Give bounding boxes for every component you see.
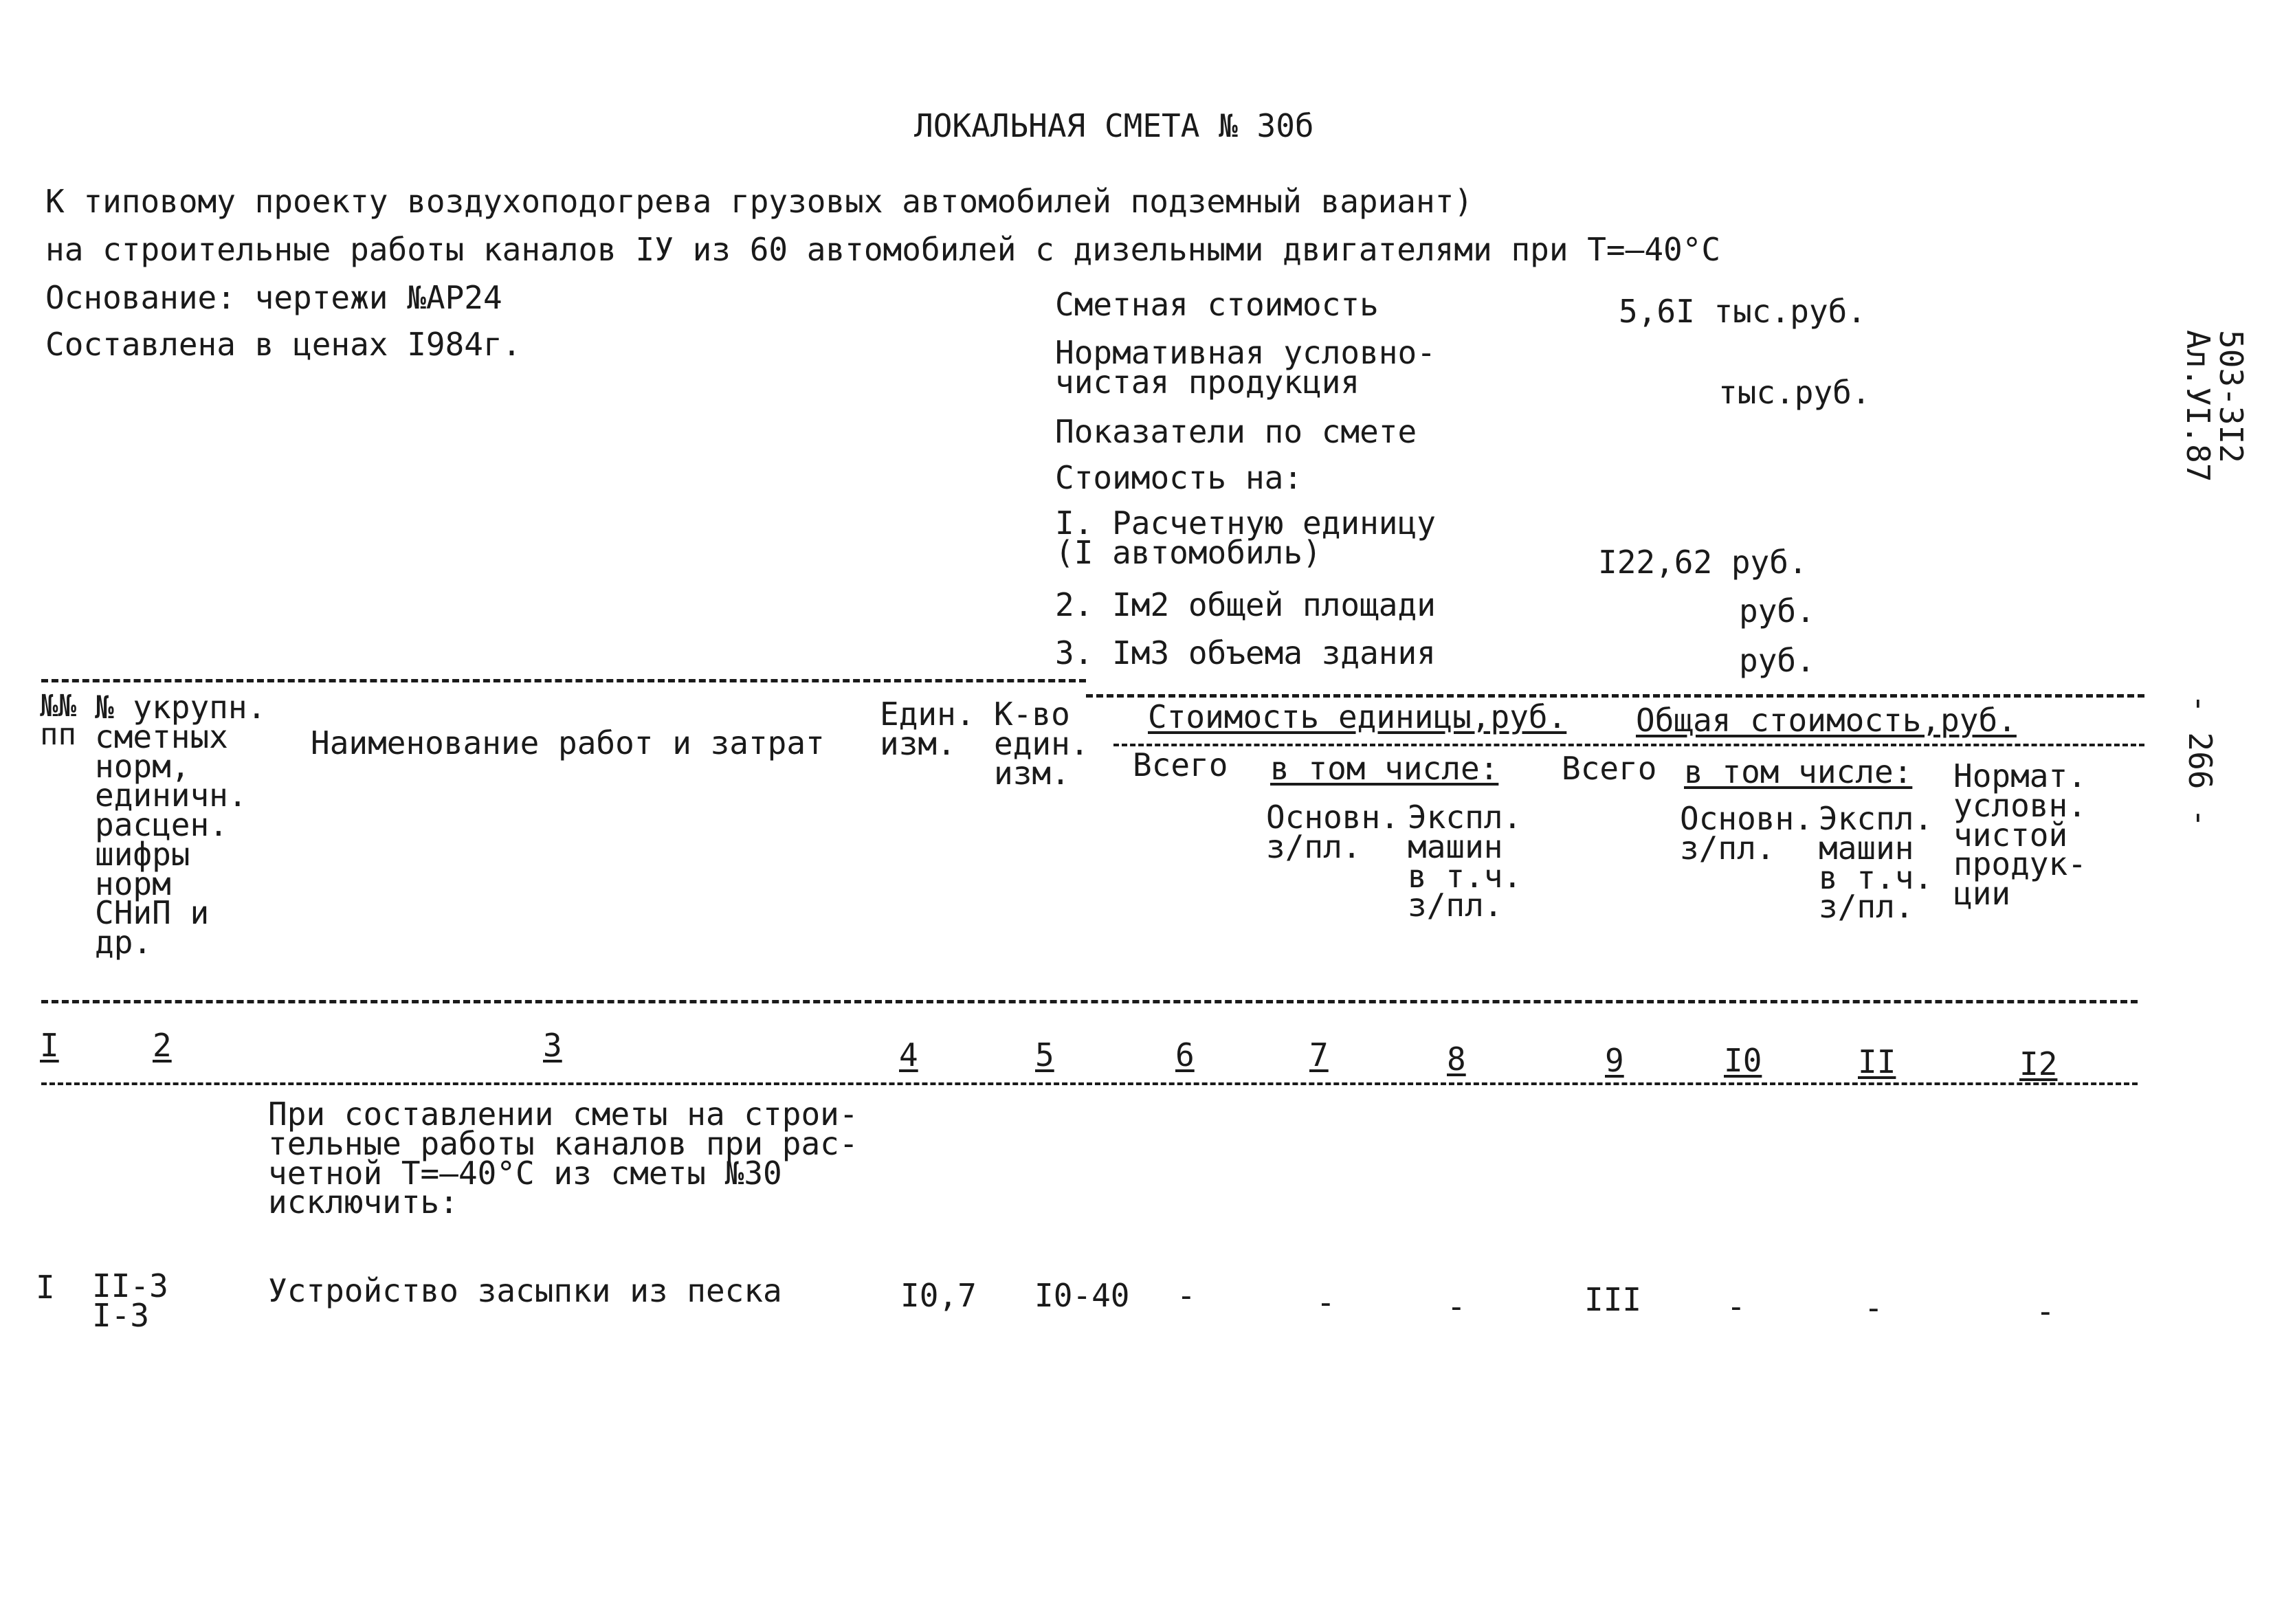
col1-header: №№ пп	[40, 689, 76, 752]
col5-header: К-во един. изм.	[994, 696, 1089, 792]
header-basis: Основание: чертежи №АР24	[45, 279, 502, 316]
section-note: При составлении сметы на строи- тельные работы каналов при рас- четной Т=–40°С из сметы №30 исключить:	[268, 1095, 858, 1221]
unit-cost-group-header: Стоимость единицы,руб.	[1148, 698, 1567, 735]
row-normative-product: -	[2036, 1293, 2055, 1330]
summary-item3-label: 3. Iм3 объема здания	[1055, 634, 1436, 671]
col6-header: Всего	[1133, 746, 1228, 783]
summary-item1-label: I. Расчетную единицу (I автомобиль)	[1055, 504, 1436, 571]
summary-item1-value: I22,62 руб.	[1598, 544, 1808, 581]
document-title: ЛОКАЛЬНАЯ СМЕТА № 30б	[914, 107, 1314, 144]
col-number: 3	[543, 1027, 562, 1064]
col9-header: Всего	[1562, 750, 1657, 787]
summary-item2-label: 2. Iм2 общей площади	[1055, 586, 1436, 623]
col-number: 4	[899, 1036, 918, 1074]
col10-11-group-header: в том числе:	[1684, 753, 1913, 790]
col-number: 9	[1605, 1042, 1624, 1079]
header-works-line: на строительные работы каналов IУ из 60 автомобилей с дизельными двигателями при Т=–40°С	[45, 231, 1721, 268]
total-cost-group-header: Общая стоимость,руб.	[1636, 702, 2017, 739]
summary-item2-value: руб.	[1739, 592, 1815, 630]
table-top-rule-left	[41, 679, 1086, 682]
header-project-line: К типовому проекту воздухоподогрева грузовых автомобилей подземный вариант)	[45, 183, 1474, 220]
row-unit: I0,7	[900, 1277, 977, 1314]
col7-header: Основн. з/пл.	[1266, 799, 1399, 865]
header-prices: Составлена в ценах I984г.	[45, 326, 522, 363]
summary-normative-value: тыс.руб.	[1718, 374, 1871, 411]
row-quantity: I0-40	[1034, 1277, 1130, 1314]
table-top-rule-right	[1086, 694, 2144, 698]
col11-header: Экспл. машин в т.ч. з/пл.	[1819, 800, 1933, 926]
col3-header: Наименование работ и затрат	[311, 724, 825, 761]
row-unit-wage: -	[1316, 1284, 1335, 1321]
group-header-rule	[1113, 744, 2144, 746]
row-unit-total: -	[1177, 1277, 1196, 1314]
summary-cost-label: Сметная стоимость	[1055, 286, 1379, 323]
col2-header: № укрупн. сметных норм, единичн. расцен. шифры норм СНиП и др.	[95, 689, 267, 961]
row-total-machine: -	[1864, 1289, 1883, 1326]
summary-cost-per-label: Стоимость на:	[1055, 459, 1303, 496]
summary-normative-label: Нормативная условно- чистая продукция	[1055, 334, 1436, 401]
row-total: III	[1584, 1281, 1642, 1318]
col-number: 5	[1035, 1036, 1054, 1074]
col12-header: Нормат. условн. чистой продук- ции	[1953, 757, 2087, 913]
col-number: 8	[1447, 1041, 1466, 1078]
summary-item3-value: руб.	[1739, 642, 1815, 679]
row-work-name: Устройство засыпки из песка	[268, 1272, 782, 1309]
col-number: I	[40, 1027, 59, 1064]
col-number: 7	[1309, 1036, 1329, 1074]
col-number: 6	[1175, 1036, 1195, 1074]
row-norm-code: II-3 I-3	[92, 1267, 168, 1334]
col7-8-group-header: в том числе:	[1270, 750, 1499, 787]
col-number: I2	[2019, 1045, 2058, 1082]
row-unit-machine: -	[1447, 1288, 1466, 1325]
col4-header: Един. изм.	[880, 696, 975, 762]
summary-cost-value: 5,6I тыс.руб.	[1619, 293, 1867, 330]
col8-header: Экспл. машин в т.ч. з/пл.	[1408, 799, 1522, 924]
row-total-wage: -	[1727, 1288, 1746, 1325]
side-page-number: - 266 -	[2182, 694, 2219, 827]
row-number: I	[36, 1269, 55, 1306]
col-number: II	[1858, 1043, 1896, 1080]
table-header-bottom-rule	[41, 1000, 2138, 1003]
summary-indicators-label: Показатели по смете	[1055, 413, 1417, 450]
col10-header: Основн. з/пл.	[1680, 800, 1813, 867]
col-number-rule	[41, 1082, 2138, 1085]
col-number: I0	[1724, 1042, 1762, 1079]
side-document-code: 503-3I2 Ал.УI.87	[2179, 330, 2250, 482]
col-number: 2	[153, 1027, 172, 1064]
